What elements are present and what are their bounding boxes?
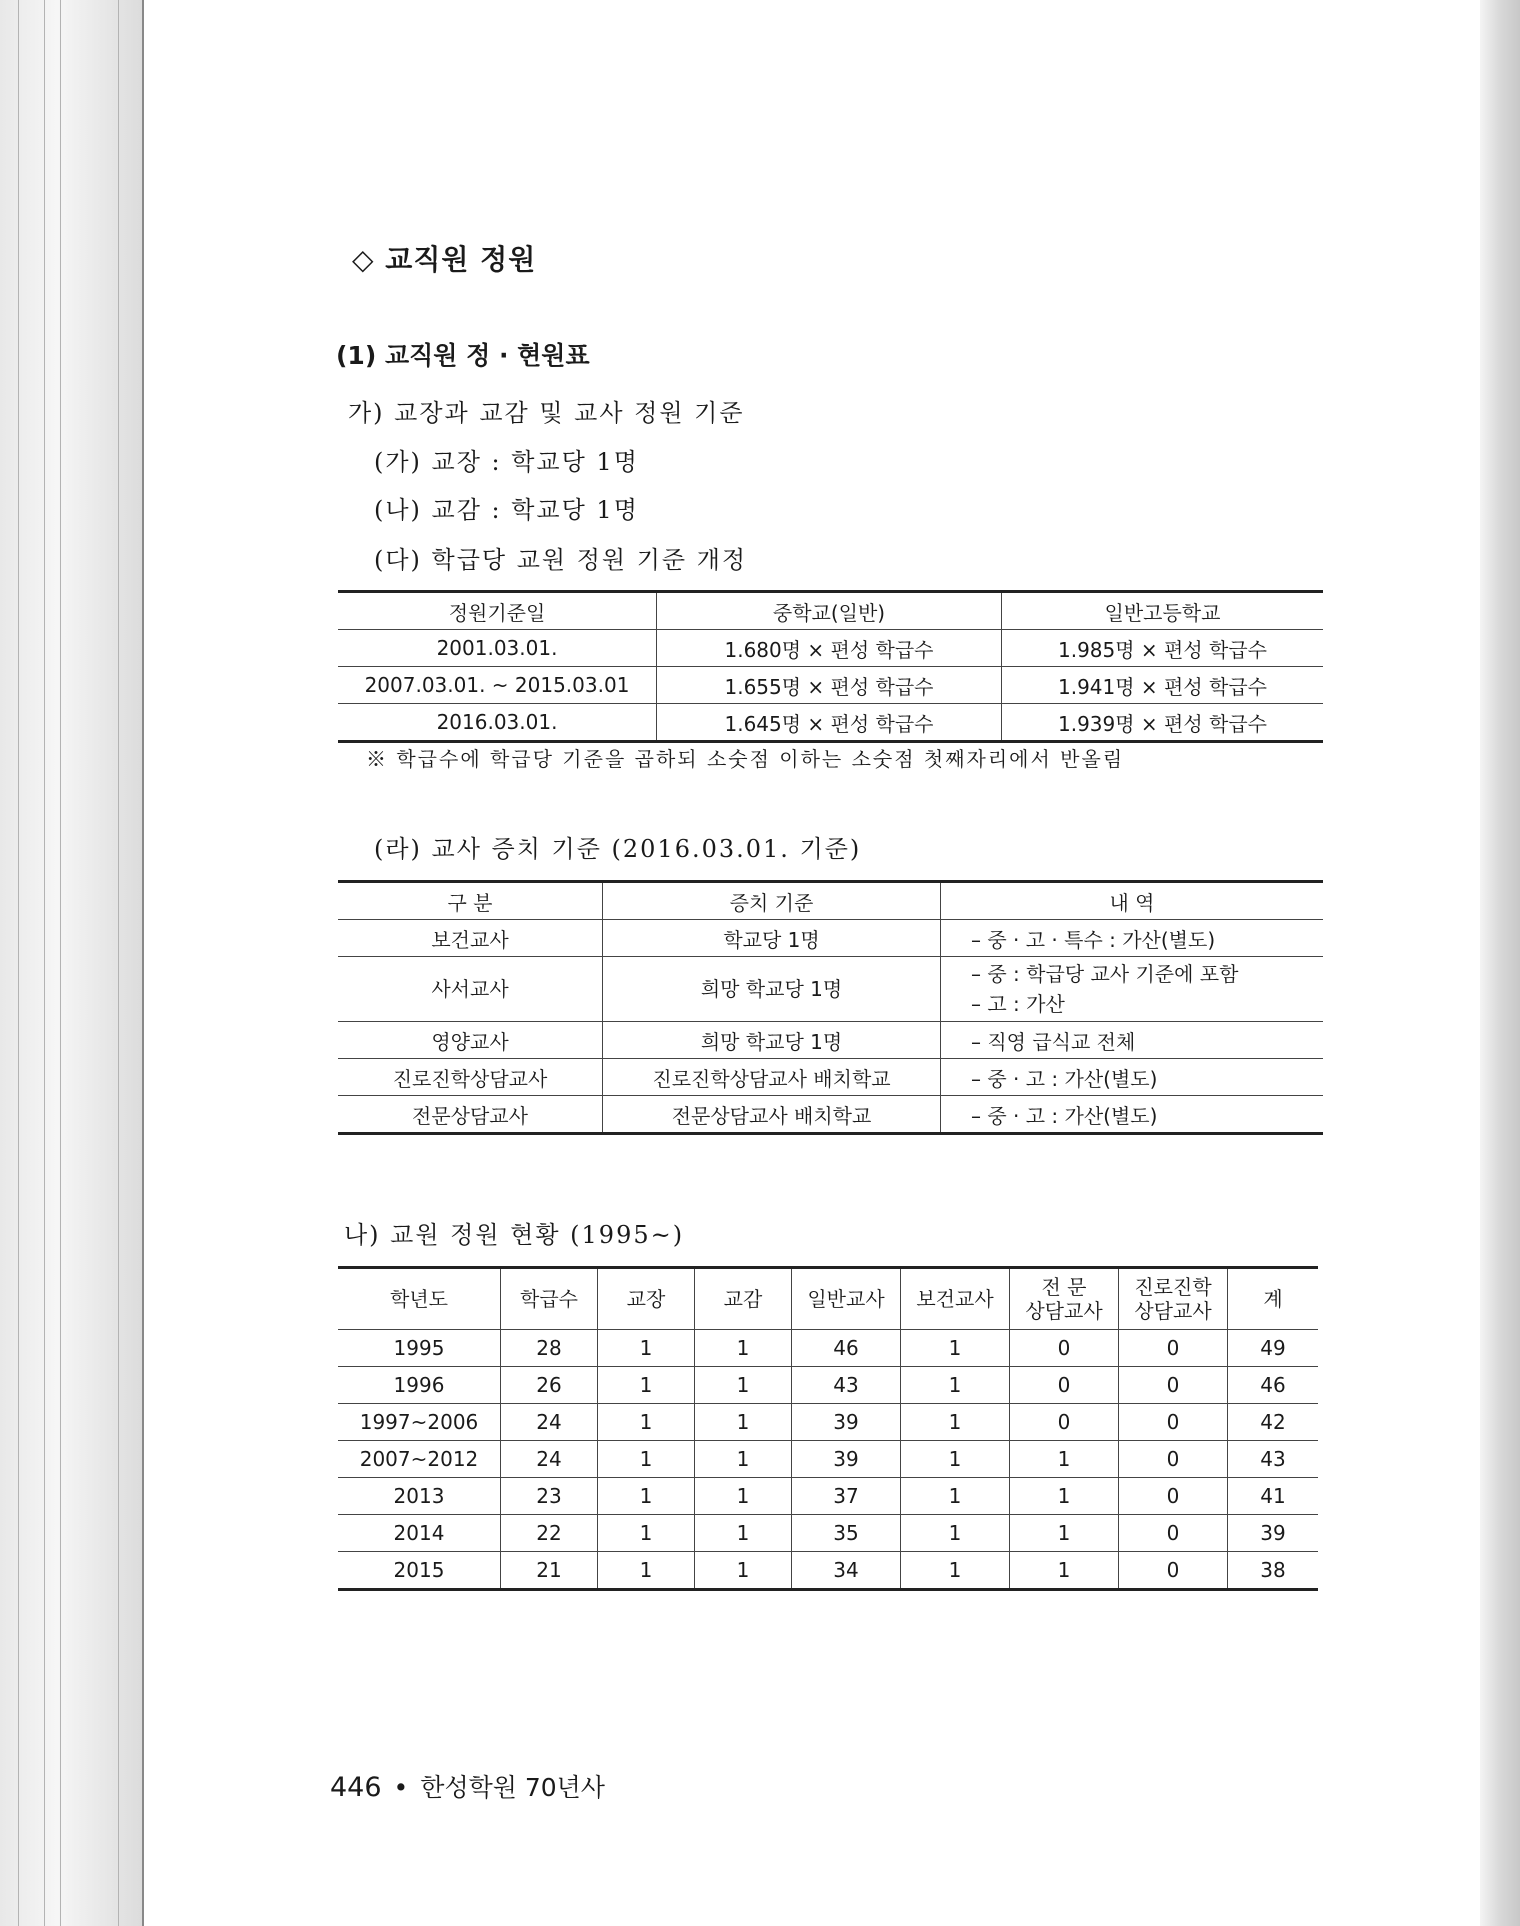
- table-cell: 0: [1010, 1404, 1119, 1441]
- table-cell: 0: [1010, 1367, 1119, 1404]
- table-cell: 1: [901, 1330, 1010, 1367]
- table-cell: 1.941명 × 편성 학급수: [1002, 667, 1324, 704]
- table-cell: 1: [901, 1367, 1010, 1404]
- table-header-row: [338, 882, 1323, 920]
- table-cell: 2001.03.01.: [338, 630, 657, 667]
- table-row: [338, 1404, 1318, 1441]
- table-header: 학급수: [501, 1268, 598, 1330]
- table-cell: 1: [695, 1404, 792, 1441]
- page-edge-line: [60, 0, 61, 1926]
- table-cell: 1: [695, 1515, 792, 1552]
- table-header-row: [338, 592, 1323, 630]
- table-row: [338, 704, 1323, 742]
- table-cell: 39: [792, 1441, 901, 1478]
- table-cell: 희망 학교당 1명: [603, 1022, 941, 1059]
- item-ga-1: (가) 교장 : 학교당 1명: [374, 448, 639, 476]
- table-cell: 1: [695, 1441, 792, 1478]
- table-cell: 2014: [338, 1515, 501, 1552]
- table-cell: 39: [1228, 1515, 1319, 1552]
- table-cell: 진로진학상담교사 배치학교: [603, 1059, 941, 1096]
- table-cell: 2007.03.01. ~ 2015.03.01: [338, 667, 657, 704]
- table-header: 학년도: [338, 1268, 501, 1330]
- table-cell: 1: [901, 1515, 1010, 1552]
- table-header: 보건교사: [901, 1268, 1010, 1330]
- table-cell: 23: [501, 1478, 598, 1515]
- table-row: [338, 1059, 1323, 1096]
- table-cell: 학교당 1명: [603, 920, 941, 957]
- item-ra: (라) 교사 증치 기준 (2016.03.01. 기준): [374, 835, 862, 863]
- table-cell: 1: [1010, 1552, 1119, 1590]
- table-cell: 0: [1119, 1404, 1228, 1441]
- table-cell: 1: [695, 1330, 792, 1367]
- table-cell: 보건교사: [338, 920, 603, 957]
- page-footer: [330, 1768, 605, 1804]
- table-cell: 24: [501, 1404, 598, 1441]
- table-cell: 38: [1228, 1552, 1319, 1590]
- item-ga: 가) 교장과 교감 및 교사 정원 기준: [348, 399, 745, 427]
- page-number: 446: [330, 1772, 382, 1803]
- book-page-stack: [0, 0, 143, 1926]
- table-cell: 전문상담교사 배치학교: [603, 1096, 941, 1134]
- table-cell: 2013: [338, 1478, 501, 1515]
- table-cell: 46: [792, 1330, 901, 1367]
- table-cell: 1: [1010, 1515, 1119, 1552]
- table-cell: 1: [1010, 1478, 1119, 1515]
- table-header: 정원기준일: [338, 592, 657, 630]
- table-cell: 1: [1010, 1441, 1119, 1478]
- table-cell: 0: [1010, 1330, 1119, 1367]
- table-header: 내 역: [941, 882, 1324, 920]
- book-title: 한성학원 70년사: [420, 1773, 605, 1802]
- table-cell: 1.939명 × 편성 학급수: [1002, 704, 1324, 742]
- detail-line: – 중 : 학급당 교사 기준에 포함: [971, 962, 1239, 986]
- item-na: 나) 교원 정원 현황 (1995~): [344, 1221, 685, 1249]
- table-row: [338, 1515, 1318, 1552]
- table-cell: 26: [501, 1367, 598, 1404]
- table-row: [338, 1441, 1318, 1478]
- table-cell: – 직영 급식교 전체: [941, 1022, 1324, 1059]
- table-cell: 1: [598, 1330, 695, 1367]
- page-edge-line: [44, 0, 45, 1926]
- table-cell: 2015: [338, 1552, 501, 1590]
- table-cell: 1: [901, 1552, 1010, 1590]
- table-cell: 1: [901, 1478, 1010, 1515]
- table-cell: 1996: [338, 1367, 501, 1404]
- table-cell: [941, 957, 1324, 1022]
- table-cell: 21: [501, 1552, 598, 1590]
- table-header: 교장: [598, 1268, 695, 1330]
- table-cell: 42: [1228, 1404, 1319, 1441]
- table-header: 진로진학 상담교사: [1119, 1268, 1228, 1330]
- table-row: [338, 957, 1323, 1022]
- subsection-title: (1) 교직원 정 · 현원표: [336, 341, 590, 370]
- section-title: ◇ 교직원 정원: [352, 243, 537, 276]
- table-cell: 1.985명 × 편성 학급수: [1002, 630, 1324, 667]
- table-row: [338, 630, 1323, 667]
- table-cell: 28: [501, 1330, 598, 1367]
- table-cell: 35: [792, 1515, 901, 1552]
- table-cell: 1: [901, 1404, 1010, 1441]
- table-cell: 1: [598, 1515, 695, 1552]
- table-cell: 1.645명 × 편성 학급수: [657, 704, 1002, 742]
- page-edge-line: [118, 0, 119, 1926]
- table-cell: – 중 · 고 : 가산(별도): [941, 1059, 1324, 1096]
- table-cell: 1: [598, 1478, 695, 1515]
- item-ga-3: (다) 학급당 교원 정원 기준 개정: [374, 546, 748, 574]
- table-cell: 24: [501, 1441, 598, 1478]
- table-cell: 43: [792, 1367, 901, 1404]
- table-header-row: [338, 1268, 1318, 1330]
- table-cell: 22: [501, 1515, 598, 1552]
- table-cell: 1: [695, 1478, 792, 1515]
- table-cell: 41: [1228, 1478, 1319, 1515]
- table-header: 일반고등학교: [1002, 592, 1324, 630]
- table-cell: 1: [598, 1367, 695, 1404]
- table-row: [338, 1022, 1323, 1059]
- table-row: [338, 1552, 1318, 1590]
- table-header: 증치 기준: [603, 882, 941, 920]
- item-ga-2: (나) 교감 : 학교당 1명: [374, 496, 639, 524]
- table-row: [338, 667, 1323, 704]
- table-cell: 1: [901, 1441, 1010, 1478]
- table-cell: 1: [598, 1552, 695, 1590]
- detail-line: – 고 : 가산: [971, 992, 1065, 1016]
- table-row: [338, 1330, 1318, 1367]
- table-cell: 희망 학교당 1명: [603, 957, 941, 1022]
- table-cell: 46: [1228, 1367, 1319, 1404]
- table-header: 계: [1228, 1268, 1319, 1330]
- teacher-addition-table: [338, 880, 1323, 1135]
- table-header: 교감: [695, 1268, 792, 1330]
- table-cell: 0: [1119, 1367, 1228, 1404]
- page-right-shadow: [1480, 0, 1520, 1926]
- table-cell: 1: [598, 1441, 695, 1478]
- table-row: [338, 920, 1323, 957]
- table-cell: 49: [1228, 1330, 1319, 1367]
- table-cell: 39: [792, 1404, 901, 1441]
- table-cell: 1.655명 × 편성 학급수: [657, 667, 1002, 704]
- table-cell: – 중 · 고 · 특수 : 가산(별도): [941, 920, 1324, 957]
- table-cell: 2007~2012: [338, 1441, 501, 1478]
- table-cell: 영양교사: [338, 1022, 603, 1059]
- table-cell: 진로진학상담교사: [338, 1059, 603, 1096]
- table-header: 중학교(일반): [657, 592, 1002, 630]
- table-cell: 0: [1119, 1330, 1228, 1367]
- table-body: [338, 1330, 1318, 1590]
- table-header: 구 분: [338, 882, 603, 920]
- table-cell: 1997~2006: [338, 1404, 501, 1441]
- teacher-quota-status-table: [338, 1266, 1318, 1591]
- table-cell: 0: [1119, 1478, 1228, 1515]
- page-edge-line: [18, 0, 19, 1926]
- rounding-note: ※ 학급수에 학급당 기준을 곱하되 소숫점 이하는 소숫점 첫째자리에서 반올림: [366, 747, 1125, 771]
- table-cell: 전문상담교사: [338, 1096, 603, 1134]
- table-cell: 0: [1119, 1441, 1228, 1478]
- table-row: [338, 1096, 1323, 1134]
- table-cell: 1.680명 × 편성 학급수: [657, 630, 1002, 667]
- table-cell: 43: [1228, 1441, 1319, 1478]
- table-cell: 0: [1119, 1552, 1228, 1590]
- table-header: 일반교사: [792, 1268, 901, 1330]
- table-cell: 사서교사: [338, 957, 603, 1022]
- table-header: 전 문 상담교사: [1010, 1268, 1119, 1330]
- table-cell: 1: [598, 1404, 695, 1441]
- table-cell: 37: [792, 1478, 901, 1515]
- table-cell: 2016.03.01.: [338, 704, 657, 742]
- table-row: [338, 1367, 1318, 1404]
- bullet-icon: •: [393, 1773, 409, 1802]
- table-cell: – 중 · 고 : 가산(별도): [941, 1096, 1324, 1134]
- table-cell: 34: [792, 1552, 901, 1590]
- table-cell: 1: [695, 1367, 792, 1404]
- table-cell: 0: [1119, 1515, 1228, 1552]
- table-row: [338, 1478, 1318, 1515]
- table-cell: 1995: [338, 1330, 501, 1367]
- table-cell: 1: [695, 1552, 792, 1590]
- quota-standard-table: [338, 590, 1323, 743]
